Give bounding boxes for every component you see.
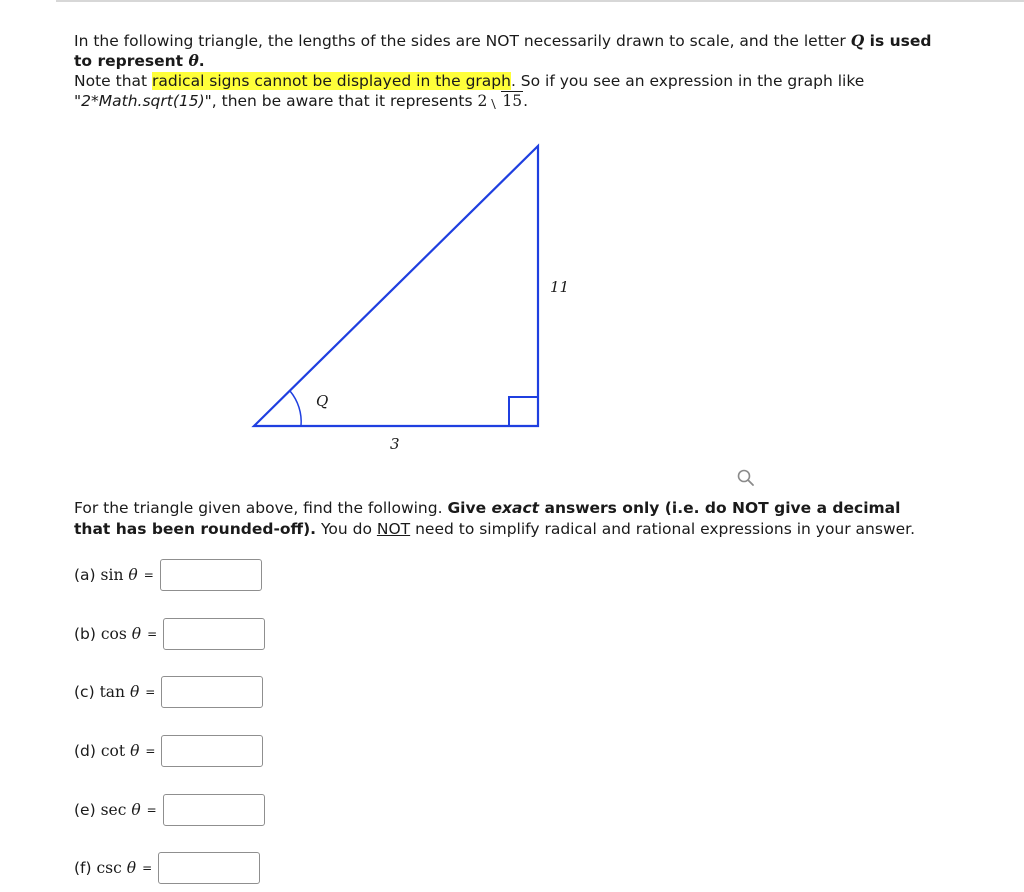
question-label	[74, 859, 136, 877]
vertical-side-label: 11	[550, 278, 570, 296]
intro-text: In the following triangle, the lengths of the sides are NOT necessarily drawn to scale, and the letter	[74, 32, 851, 50]
trig-function: cos	[100, 625, 127, 643]
theta-symbol: θ	[188, 51, 199, 70]
question-f	[74, 852, 260, 884]
question-label	[74, 801, 141, 819]
note-text-2: . So if you see an expression in the graph like	[510, 72, 865, 90]
angle-arc	[290, 391, 301, 426]
instructions-paragraph	[74, 498, 934, 540]
instr-bold-1: Give	[447, 499, 492, 517]
answer-input-csc[interactable]	[158, 852, 260, 884]
highlighted-note: radical signs cannot be displayed in the graph	[152, 72, 511, 90]
question-b	[74, 618, 265, 650]
theta-symbol: θ	[130, 742, 140, 760]
question-prefix: (a)	[74, 566, 96, 584]
equals-sign: =	[145, 685, 156, 699]
instr-text-2: You do	[316, 520, 377, 538]
right-angle-marker	[509, 397, 538, 426]
instr-text-3: need to simplify radical and rational expressions in your answer.	[410, 520, 916, 538]
answer-input-tan[interactable]	[161, 676, 263, 708]
equals-sign: =	[145, 744, 156, 758]
radical-coefficient: 2	[477, 92, 488, 110]
note-text: Note that	[74, 72, 153, 90]
period-2: .	[523, 92, 529, 110]
question-c	[74, 676, 263, 708]
trig-function: sec	[100, 801, 127, 819]
question-label	[74, 683, 139, 701]
instr-text-1: For the triangle given above, find the following.	[74, 499, 448, 517]
theta-symbol: θ	[131, 801, 141, 819]
intro-bold-text: is used	[864, 32, 932, 50]
trig-function: cot	[100, 742, 126, 760]
instr-exact: exact	[491, 499, 540, 517]
bottom-side-label: 3	[390, 435, 400, 453]
instr-underlined-not: NOT	[376, 520, 411, 538]
note-text-3: ", then be aware that it represents	[204, 92, 478, 110]
answer-input-sec[interactable]	[163, 794, 265, 826]
intro-bold-text-2: to represent	[74, 52, 189, 70]
quote-mark: "	[74, 92, 82, 110]
question-label	[74, 742, 139, 760]
equals-sign: =	[146, 803, 157, 817]
zoom-icon[interactable]	[736, 468, 758, 490]
period: .	[198, 52, 205, 70]
trig-function: sin	[100, 566, 124, 584]
question-prefix: (f)	[74, 859, 92, 877]
instructions	[74, 498, 934, 540]
question-label	[74, 625, 141, 643]
question-prefix: (d)	[74, 742, 96, 760]
equals-sign: =	[147, 627, 158, 641]
trig-function: tan	[99, 683, 126, 701]
code-expression: 2*Math.sqrt(15)	[81, 92, 205, 110]
equals-sign: =	[143, 568, 154, 582]
radicand: 15	[502, 92, 523, 110]
question-prefix: (c)	[74, 683, 95, 701]
question-label	[74, 566, 138, 584]
angle-label: Q	[316, 392, 329, 410]
triangle-outline	[254, 146, 538, 426]
theta-symbol: θ	[128, 566, 138, 584]
theta-symbol: θ	[126, 859, 137, 877]
answer-input-sin[interactable]	[160, 559, 262, 591]
theta-symbol: θ	[131, 625, 142, 643]
question-e	[74, 794, 265, 826]
theta-symbol: θ	[129, 683, 140, 701]
question-prefix: (e)	[74, 801, 96, 819]
answer-input-cos[interactable]	[163, 618, 265, 650]
instr-bold-2: answers only (i.e. do NOT give a decimal that has been rounded-off).	[74, 499, 901, 538]
q-letter: Q	[850, 31, 865, 50]
question-prefix: (b)	[74, 625, 96, 643]
question-a	[74, 559, 262, 591]
equals-sign: =	[142, 861, 153, 875]
answer-input-cot[interactable]	[161, 735, 263, 767]
question-d	[74, 735, 263, 767]
trig-function: csc	[96, 859, 122, 877]
